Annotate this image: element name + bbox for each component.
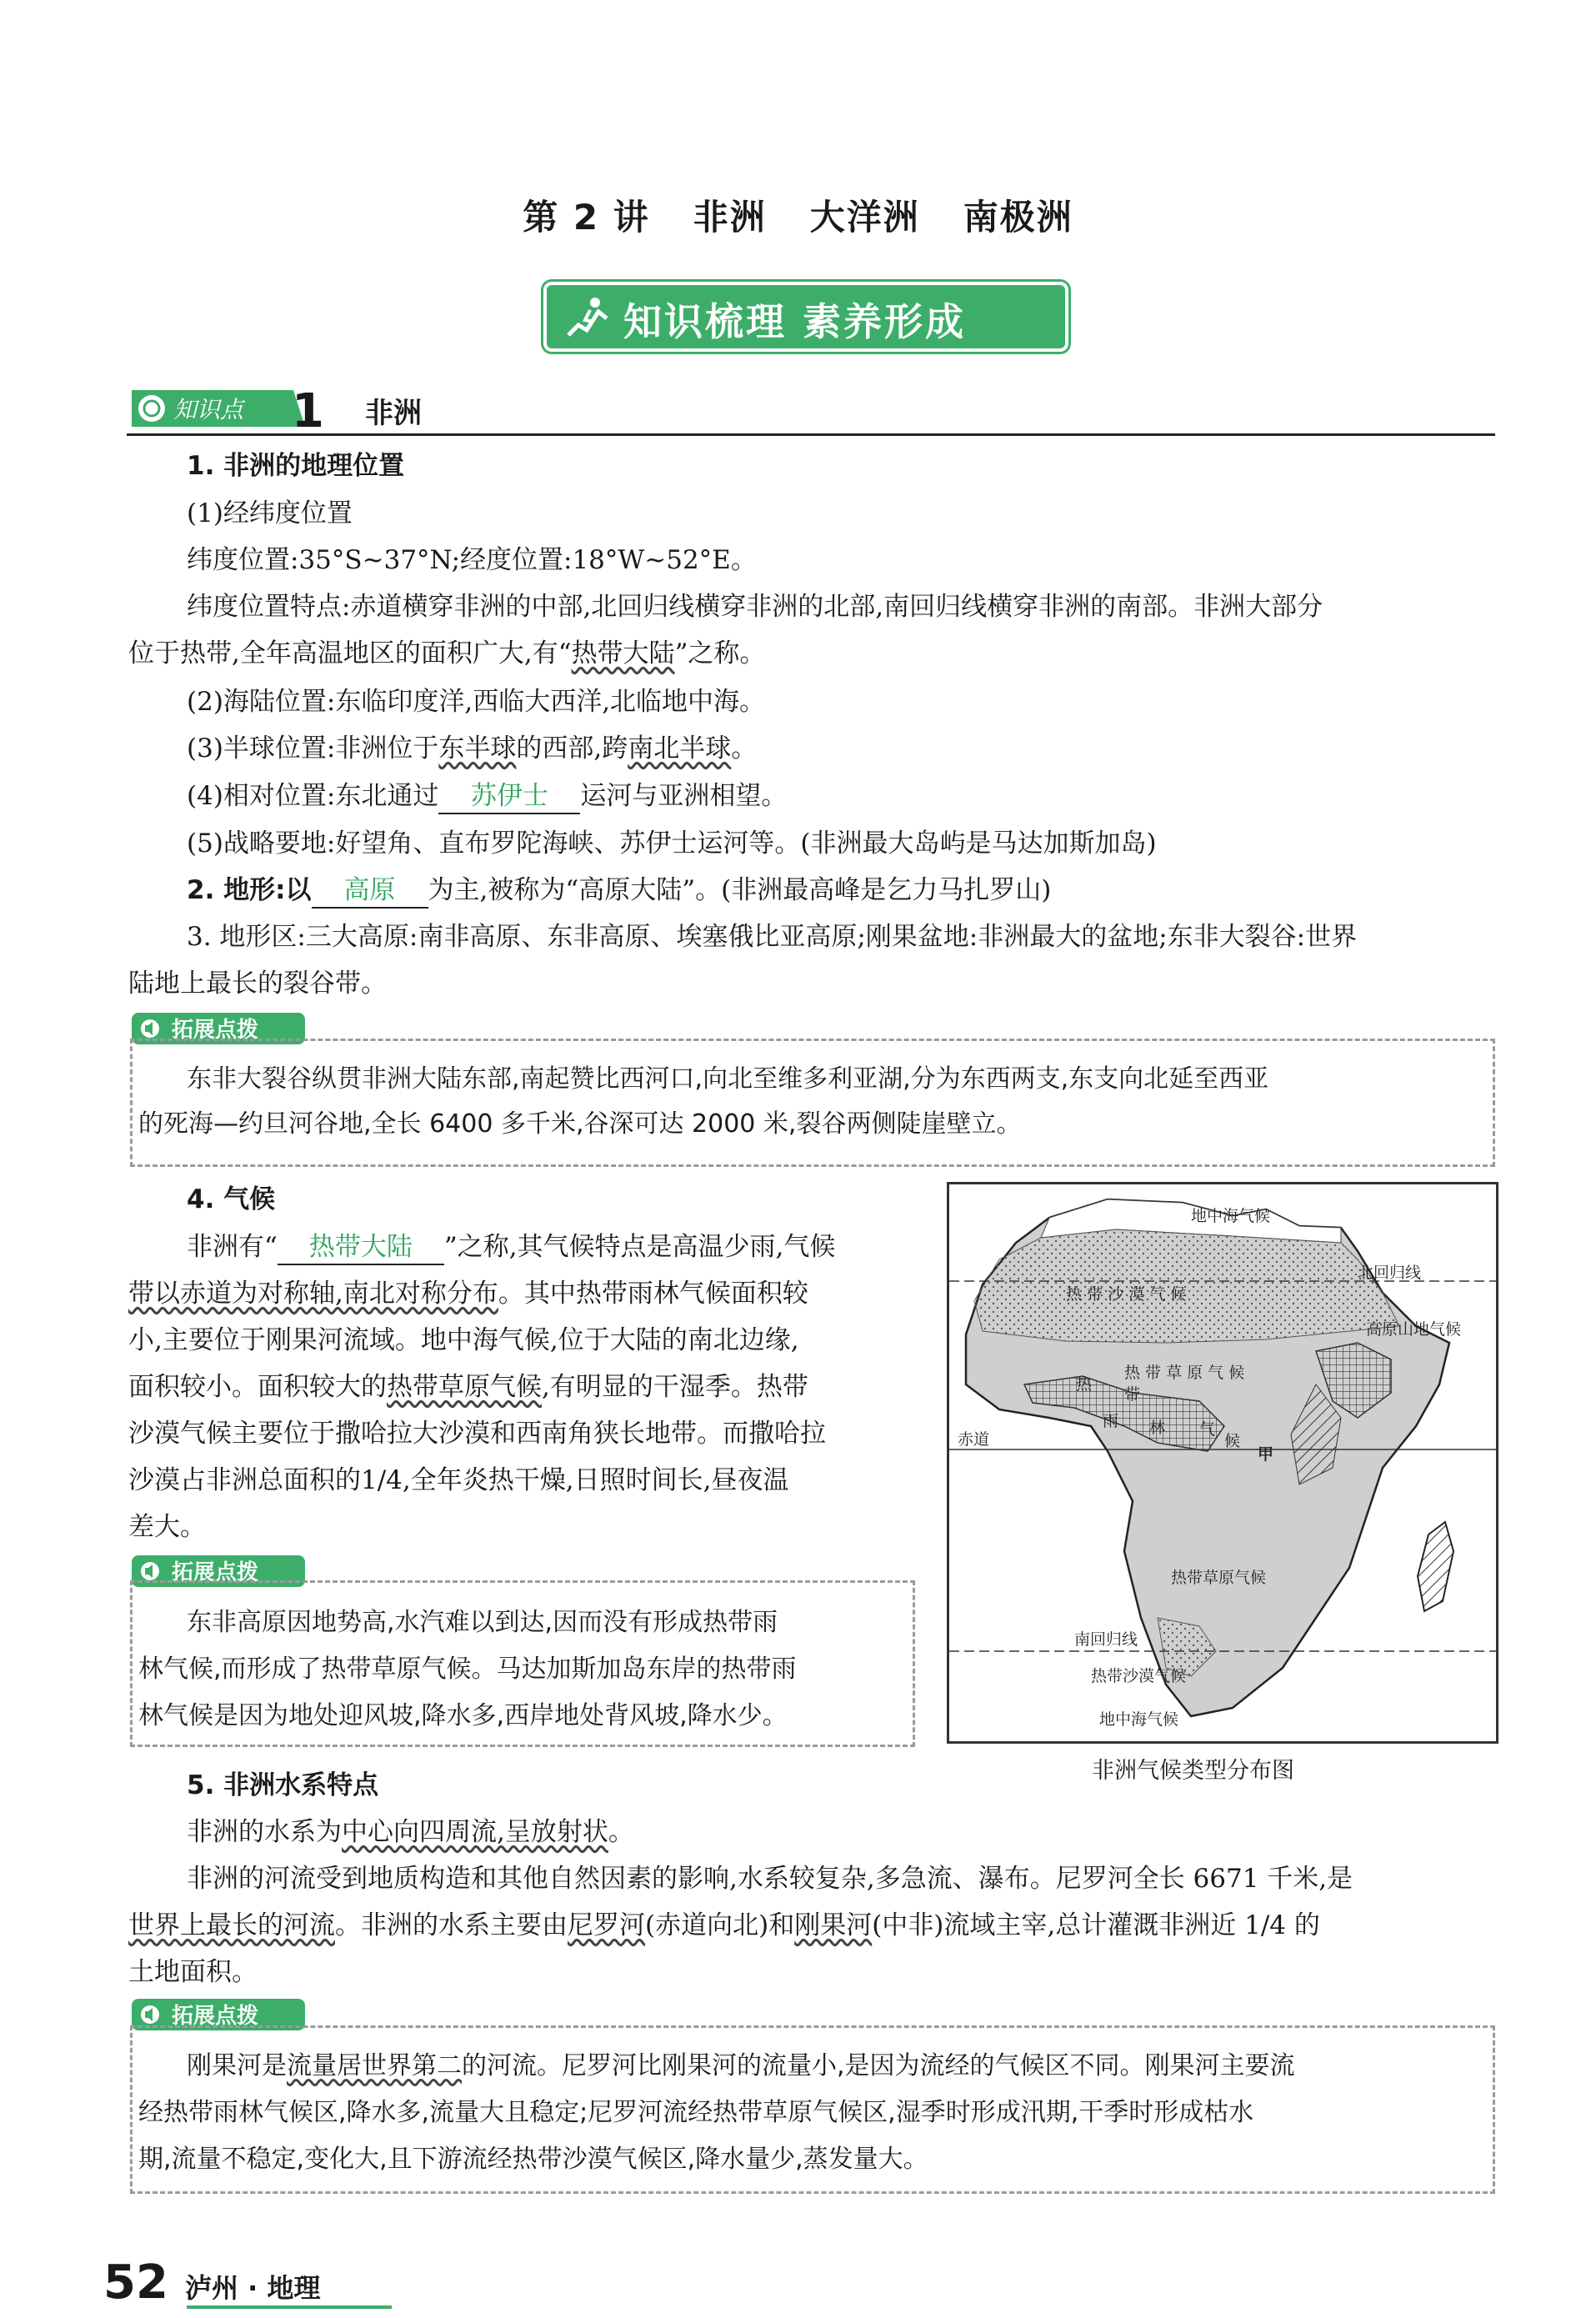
climate-line5: 沙漠气候主要位于撒哈拉大沙漠和西南角狭长地带。而撒哈拉 [128,1419,826,1449]
badge-number: 1 [292,385,324,432]
climate-line4: 面积较小。面积较大的热带草原气候,有明显的干湿季。热带 [128,1372,808,1402]
svg-text:拓展点拨: 拓展点拨 [172,2004,259,2029]
divider [127,433,1495,436]
section3-line1: 3. 地形区:三大高原:南非高原、东非高原、埃塞俄比亚高原;刚果盆地:非洲最大的盆地;东非大裂谷:世界 [187,922,1358,952]
answer-blank: 高原 [312,874,428,909]
badge-label: 知识点 [173,396,244,423]
answer-blank: 热带大陆 [278,1230,444,1265]
lat-feature-line2: 位于热带,全年高温地区的面积广大,有“热带大陆”之称。 [128,638,766,668]
climber-icon [565,295,610,338]
water-line4: 土地面积。 [128,1957,258,1987]
water-line2: 非洲的河流受到地质构造和其他自然因素的影响,水系较复杂,多急流、瀑布。尼罗河全长 6671 千米,是 [187,1864,1353,1894]
label-jia: 甲 [1258,1445,1274,1464]
page-title: 第 2 讲 非洲 大洋洲 南极洲 [523,197,1073,238]
climate-line2: 带以赤道为对称轴,南北对称分布。其中热带雨林气候面积较 [128,1279,808,1309]
climate-line7: 差大。 [128,1512,206,1542]
label-rain-dai: 带 [1124,1385,1141,1404]
africa-climate-map [947,1182,1498,1744]
svg-text:拓展点拨: 拓展点拨 [172,1560,259,1585]
section5-heading: 5. 非洲水系特点 [187,1770,379,1800]
climate-line6: 沙漠占非洲总面积的1/4,全年炎热干燥,日照时间长,昼夜温 [128,1465,789,1495]
footer-text: 泸州 · 地理 [185,2272,321,2304]
page-number: 52 [103,2255,168,2310]
ext2-line3: 林气候是因为地处迎风坡,降水多,西岸地处背风坡,降水少。 [138,1701,788,1730]
relative-position-text: (4)相对位置:东北通过 苏伊士 运河与亚洲相望。 [187,779,787,814]
label-med-north: 地中海气候 [1191,1207,1271,1225]
ext3-line1: 刚果河是流量居世界第二的河流。尼罗河比刚果河的流量小,是因为流经的气候区不同。刚果河主要流 [187,2051,1295,2080]
label-equator: 赤道 [958,1430,990,1449]
climate-line1: 非洲有“ 热带大陆 ”之称,其气候特点是高温少雨,气候 [187,1230,835,1265]
ext2-line2: 林气候,而形成了热带草原气候。马达加斯加岛东岸的热带雨 [138,1655,797,1684]
label-rain-hou: 候 [1224,1432,1241,1450]
label-tropic-cancer: 北回归线 [1358,1264,1422,1282]
section4-heading: 4. 气候 [187,1184,276,1214]
ext3-line3: 期,流量不稳定,变化大,且下游流经热带沙漠气候区,降水量少,蒸发量大。 [138,2145,928,2174]
section1-sub1: (1)经纬度位置 [187,498,353,528]
lat-feature-line1: 纬度位置特点:赤道横穿非洲的中部,北回归线横穿非洲的北部,南回归线横穿非洲的南部。非洲大部分 [187,592,1323,622]
madagascar [1418,1522,1453,1611]
label-tropic-capricorn: 南回归线 [1074,1630,1138,1649]
ext1-line2: 的死海—约旦河谷地,全长 6400 多千米,谷深可达 2000 米,裂谷两侧陡崖壁立。 [138,1109,1022,1139]
label-rain-yu: 雨 [1103,1412,1119,1430]
label-rain-qi: 气 [1199,1420,1216,1439]
label-desert-north: 热 带 沙 漠 气 候 [1066,1285,1187,1304]
knowledge-point-title: 非洲 [365,397,422,430]
lat-lon-text: 纬度位置:35°S~37°N;经度位置:18°W~52°E。 [187,545,757,575]
label-savanna-north: 热 带 草 原 气 候 [1124,1364,1245,1382]
desert-north-zone [974,1229,1399,1343]
water-line3: 世界上最长的河流。非洲的水系主要由尼罗河(赤道向北)和刚果河(中非)流域主宰,总计灌溉非洲近 1/4 的 [128,1910,1320,1940]
africa-map-svg [949,1184,1496,1741]
section-banner [547,285,1065,348]
footer-underline [187,2305,392,2309]
knowledge-point-badge [127,385,333,432]
answer-blank: 苏伊士 [438,779,580,814]
label-savanna-south: 热带草原气候 [1171,1569,1267,1587]
label-desert-south: 热带沙漠气候 [1091,1667,1187,1685]
water-line1: 非洲的水系为中心向四周流,呈放射状。 [187,1817,634,1847]
section3-line2: 陆地上最长的裂谷带。 [128,969,387,999]
banner-label: 知识梳理 素养形成 [623,299,967,344]
climate-line3: 小,主要位于刚果河流域。地中海气候,位于大陆的南北边缘, [128,1325,799,1355]
ext2-line1: 东非高原因地势高,水汽难以到达,因而没有形成热带雨 [187,1608,778,1637]
label-highland: 高原山地气候 [1366,1320,1462,1339]
label-med-south: 地中海气候 [1099,1710,1179,1729]
section2-text: 2. 地形:以 高原 为主,被称为“高原大陆”。(非洲最高峰是乞力马扎罗山) [187,874,1051,909]
map-caption: 非洲气候类型分布图 [1092,1758,1294,1784]
ext3-line2: 经热带雨林气候区,降水多,流量大且稳定;尼罗河流经热带草原气候区,湿季时形成汛期,干季时形成枯水 [138,2098,1254,2127]
hemisphere-text: (3)半球位置:非洲位于东半球的西部,跨南北半球。 [187,733,758,763]
label-rain-re: 热 [1076,1375,1093,1394]
ext1-line1: 东非大裂谷纵贯非洲大陆东部,南起赞比西河口,向北至维多利亚湖,分为东西两支,东支向北延至西亚 [187,1064,1269,1094]
sea-land-text: (2)海陆位置:东临印度洋,西临大西洋,北临地中海。 [187,687,766,717]
section1-heading: 1. 非洲的地理位置 [187,451,405,481]
label-rain-lin: 林 [1149,1419,1166,1437]
svg-text:拓展点拨: 拓展点拨 [172,1018,259,1043]
strategic-text: (5)战略要地:好望角、直布罗陀海峡、苏伊士运河等。(非洲最大岛屿是马达加斯加岛) [187,829,1157,859]
